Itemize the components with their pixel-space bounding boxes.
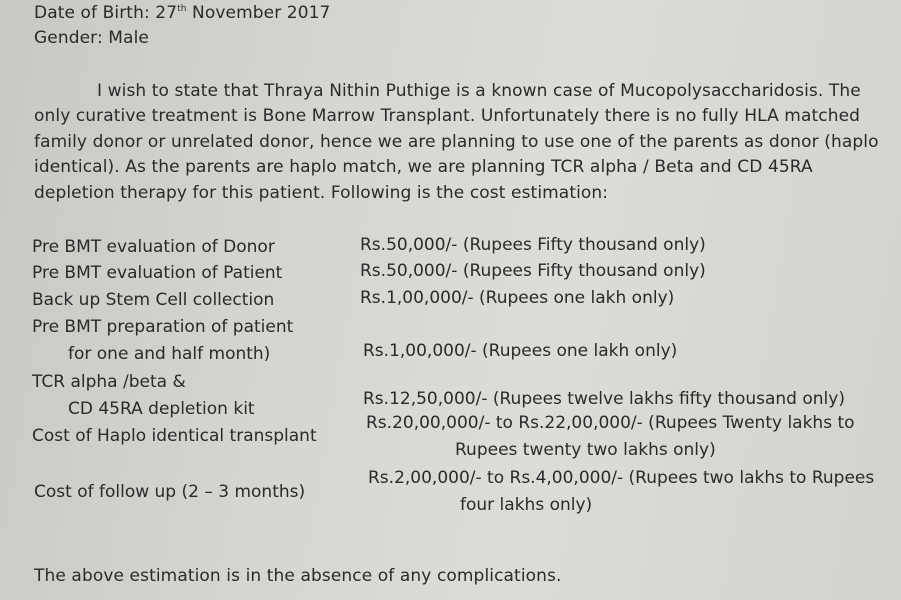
paragraph-line: depletion therapy for this patient. Following is the cost estimation: (34, 183, 609, 203)
footer-note: The above estimation is in the absence of any complications. (34, 566, 562, 586)
cost-item-amount: Rs.20,00,000/- to Rs.22,00,000/- (Rupees Twenty lakhs to (366, 413, 855, 433)
gender: Gender: Male (34, 28, 149, 48)
cost-item-amount: Rs.50,000/- (Rupees Fifty thousand only) (360, 261, 706, 281)
dob-label: Date of Birth: 27 (34, 3, 178, 23)
paragraph-line: identical). As the parents are haplo match, we are planning TCR alpha / Beta and CD 45RA (34, 157, 813, 177)
cost-item-label: for one and half month) (68, 344, 271, 364)
cost-item-label: Pre BMT evaluation of Patient (32, 263, 283, 283)
cost-item-label: Cost of follow up (2 – 3 months) (34, 482, 306, 502)
paragraph-line: I wish to state that Thraya Nithin Puthige is a known case of Mucopolysaccharidosis. The (97, 81, 861, 101)
cost-item-label: CD 45RA depletion kit (68, 399, 255, 419)
cost-item-label: Pre BMT evaluation of Donor (32, 237, 275, 257)
paragraph-line: family donor or unrelated donor, hence we are planning to use one of the parents as donor (haplo (34, 132, 879, 152)
cost-item-amount: Rs.1,00,000/- (Rupees one lakh only) (363, 341, 678, 361)
cost-item-label: Pre BMT preparation of patient (32, 317, 294, 337)
cost-item-amount: Rs.12,50,000/- (Rupees twelve lakhs fifty thousand only) (363, 389, 845, 409)
cost-item-label: Cost of Haplo identical transplant (32, 426, 317, 446)
cost-item-amount: Rs.2,00,000/- to Rs.4,00,000/- (Rupees two lakhs to Rupees (368, 468, 875, 488)
date-of-birth (34, 3, 330, 23)
cost-item-amount-continued: four lakhs only) (460, 495, 593, 515)
cost-item-label: Back up Stem Cell collection (32, 290, 275, 310)
cost-item-amount: Rs.50,000/- (Rupees Fifty thousand only) (360, 235, 706, 255)
cost-item-amount: Rs.1,00,000/- (Rupees one lakh only) (360, 288, 675, 308)
cost-item-label: TCR alpha /beta & (32, 372, 186, 392)
dob-ordinal-suffix: th (177, 4, 187, 14)
cost-item-amount-continued: Rupees twenty two lakhs only) (455, 440, 716, 460)
dob-month-year: November 2017 (186, 3, 331, 23)
paragraph-line: only curative treatment is Bone Marrow Transplant. Unfortunately there is no fully HLA matched (34, 106, 861, 126)
